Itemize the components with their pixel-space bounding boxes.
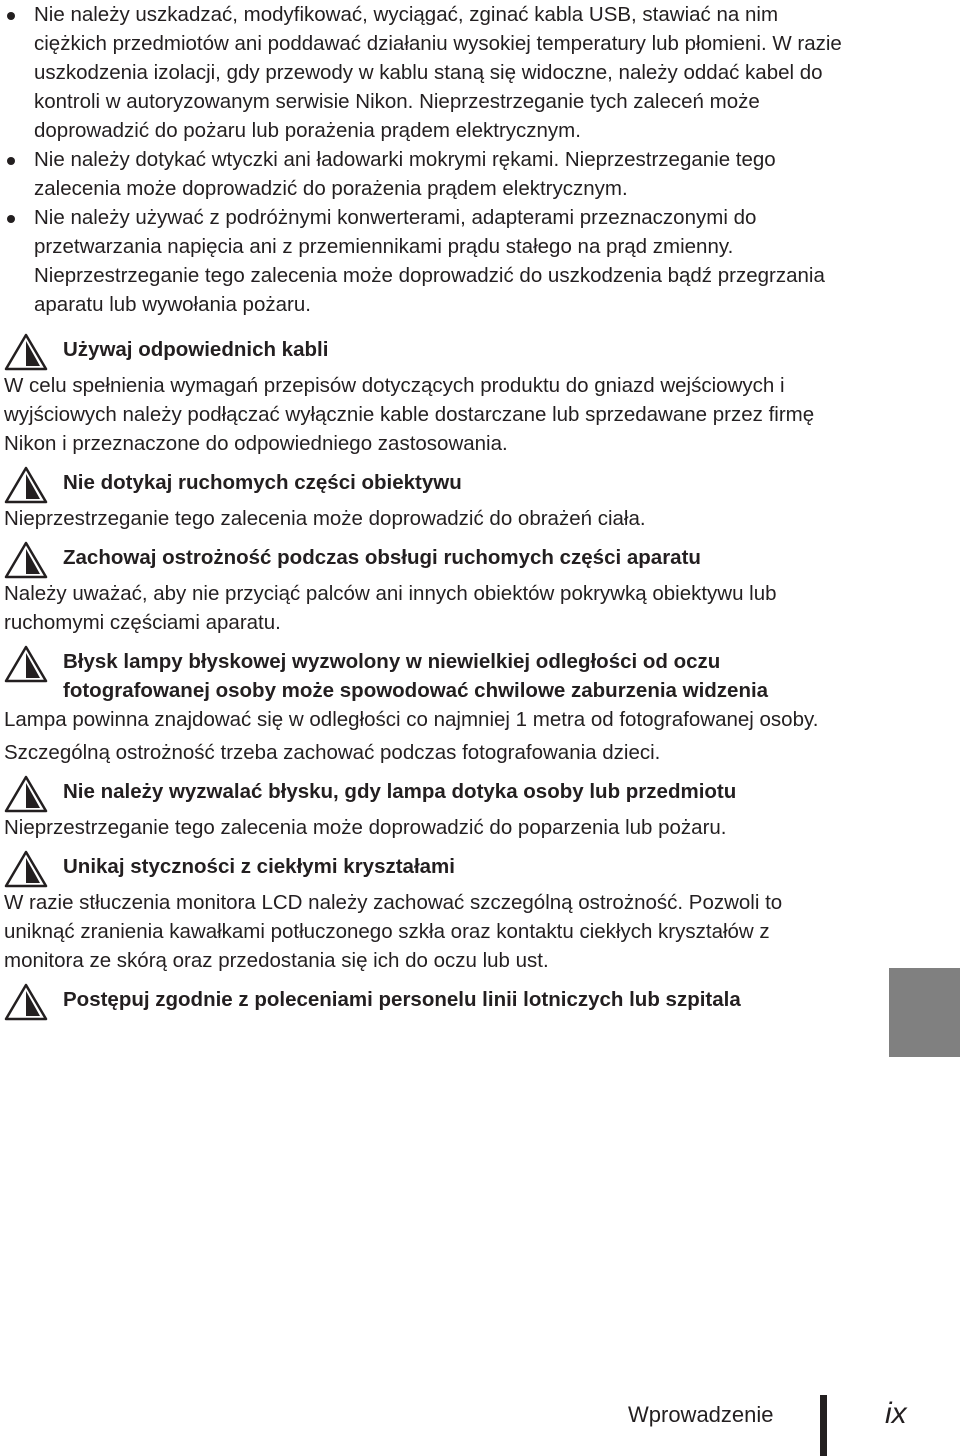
footer-section-label: Wprowadzenie bbox=[628, 1402, 774, 1427]
bullet-dot-icon bbox=[7, 12, 15, 20]
warning-section bbox=[4, 466, 854, 533]
footer-divider bbox=[820, 1395, 827, 1456]
warning-heading-row bbox=[4, 983, 854, 1021]
section-paragraph: Nieprzestrzeganie tego zalecenia może doprowadzić do poparzenia lub pożaru. bbox=[4, 816, 727, 839]
section-paragraph: Należy uważać, aby nie przyciąć palców ani innych obiektów pokrywką obiektywu lub ruchomymi częściami aparatu. bbox=[4, 582, 777, 634]
warning-heading-row bbox=[4, 333, 854, 371]
bullet-dot-icon bbox=[7, 157, 15, 165]
warning-triangle-icon bbox=[4, 466, 48, 504]
warning-triangle-icon bbox=[4, 541, 48, 579]
bullet-text: Nie należy dotykać wtyczki ani ładowarki mokrymi rękami. Nieprzestrzeganie tego zalecenia może doprowadzić do porażenia prądem elektrycznym. bbox=[34, 148, 776, 200]
bullet-item bbox=[4, 0, 854, 145]
section-heading: Używaj odpowiednich kabli bbox=[63, 338, 329, 361]
page-number: ix bbox=[885, 1397, 907, 1430]
section-heading: Nie dotykaj ruchomych części obiektywu bbox=[63, 471, 462, 494]
warning-triangle-icon bbox=[4, 775, 48, 813]
warning-section bbox=[4, 775, 854, 842]
warning-triangle-icon bbox=[4, 645, 48, 683]
bullet-item bbox=[4, 145, 854, 203]
section-paragraph: Szczególną ostrożność trzeba zachować podczas fotografowania dzieci. bbox=[4, 741, 661, 764]
safety-bullet-list bbox=[4, 0, 854, 319]
warning-section bbox=[4, 850, 854, 975]
section-thumb-tab bbox=[889, 968, 960, 1057]
section-paragraph: Lampa powinna znajdować się w odległości co najmniej 1 metra od fotografowanej osoby. bbox=[4, 708, 819, 731]
section-heading: Unikaj styczności z ciekłymi kryształami bbox=[63, 855, 455, 878]
warning-section bbox=[4, 541, 854, 637]
warning-triangle-icon bbox=[4, 983, 48, 1021]
document-body bbox=[4, 0, 854, 1021]
section-heading: Nie należy wyzwalać błysku, gdy lampa dotyka osoby lub przedmiotu bbox=[63, 780, 737, 803]
warning-heading-row bbox=[4, 850, 854, 888]
warning-heading-row bbox=[4, 645, 854, 705]
warning-heading-row bbox=[4, 775, 854, 813]
warning-section bbox=[4, 983, 854, 1021]
warning-section bbox=[4, 645, 854, 767]
bullet-text: Nie należy uszkadzać, modyfikować, wyciągać, zginać kabla USB, stawiać na nim ciężkich przedmiotów ani poddawać działaniu wysokiej temperatury lub płomieni. W razie uszkodzenia izolacji, gdy przewody w kablu staną się widoczne, należy oddać kabel do kontroli w autoryzowanym serwisie Nikon. Nieprzestrzeganie tych zaleceń może doprowadzić do pożaru lub porażenia prądem elektrycznym. bbox=[34, 3, 842, 142]
bullet-text: Nie należy używać z podróżnymi konwerterami, adapterami przeznaczonymi do przetwarzania napięcia ani z przemiennikami prądu stałego na prąd zmienny. Nieprzestrzeganie tego zalecenia może doprowadzić do uszkodzenia bądź przegrzania aparatu lub wywołania pożaru. bbox=[34, 206, 825, 316]
section-heading: Zachowaj ostrożność podczas obsługi ruchomych części aparatu bbox=[63, 546, 701, 569]
section-paragraph: W razie stłuczenia monitora LCD należy zachować szczególną ostrożność. Pozwoli to uniknąć zranienia kawałkami potłuczonego szkła oraz kontaktu ciekłych kryształów z monitora ze skórą oraz przedostania się ich do oczu lub ust. bbox=[4, 891, 783, 972]
warning-heading-row bbox=[4, 541, 854, 579]
bullet-item bbox=[4, 203, 854, 319]
warning-section bbox=[4, 333, 854, 458]
warning-triangle-icon bbox=[4, 850, 48, 888]
section-paragraph: Nieprzestrzeganie tego zalecenia może doprowadzić do obrażeń ciała. bbox=[4, 507, 646, 530]
bullet-dot-icon bbox=[7, 215, 15, 223]
section-heading: Błysk lampy błyskowej wyzwolony w niewielkiej odległości od oczu fotografowanej osoby może spowodować chwilowe zaburzenia widzenia bbox=[63, 650, 769, 702]
section-paragraph: W celu spełnienia wymagań przepisów dotyczących produktu do gniazd wejściowych i wyjściowych należy podłączać wyłącznie kable dostarczane lub sprzedawane przez firmę Nikon i przeznaczone do odpowiedniego zastosowania. bbox=[4, 374, 815, 455]
section-heading: Postępuj zgodnie z poleceniami personelu linii lotniczych lub szpitala bbox=[63, 988, 741, 1011]
warning-triangle-icon bbox=[4, 333, 48, 371]
warning-heading-row bbox=[4, 466, 854, 504]
